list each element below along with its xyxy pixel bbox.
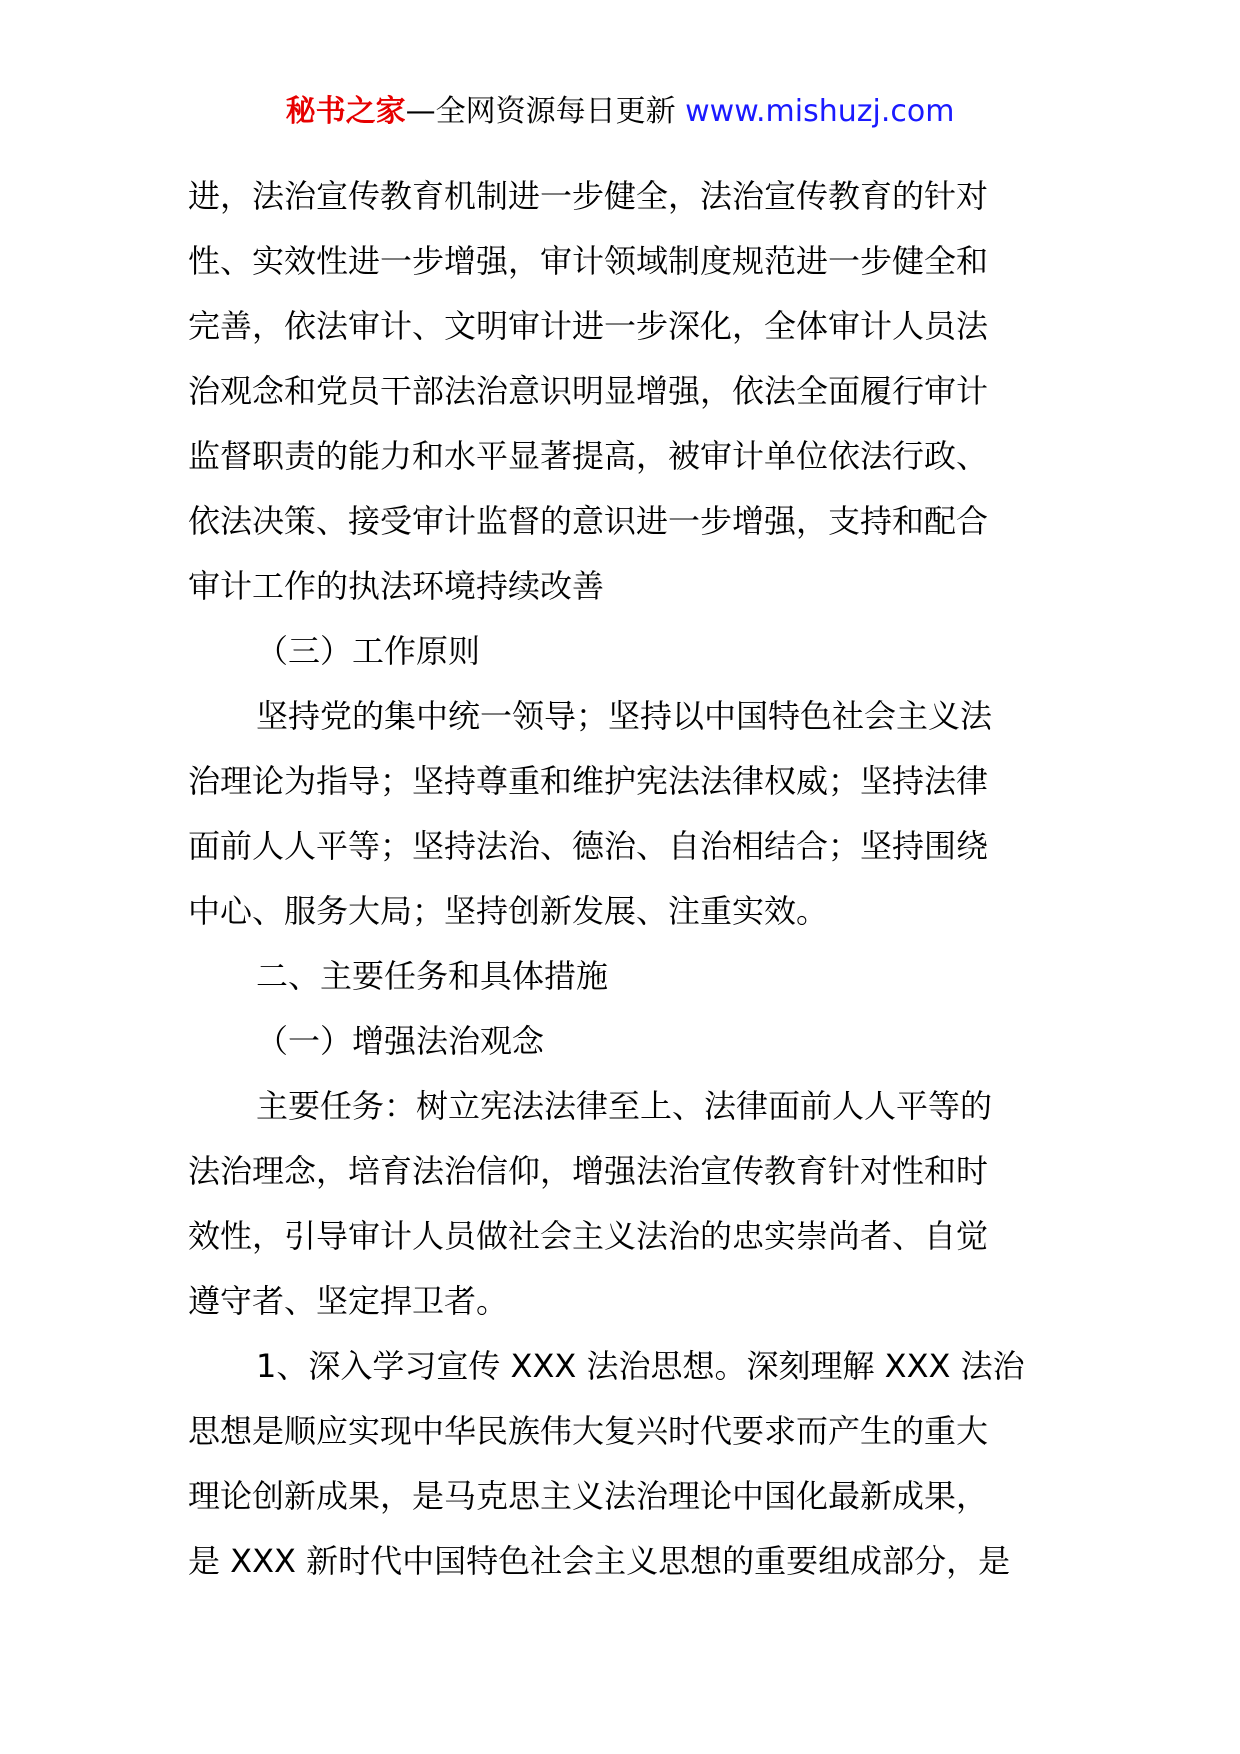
brand-name: 秘书之家 <box>285 94 406 129</box>
body-line: 思想是顺应实现中华民族伟大复兴时代要求而产生的重大 <box>188 1412 989 1450</box>
body-line: 性、实效性进一步增强，审计领域制度规范进一步健全和 <box>188 242 989 280</box>
paragraph-start-line: 主要任务：树立宪法法律至上、法律面前人人平等的 <box>256 1087 993 1125</box>
body-line: 进，法治宣传教育机制进一步健全，法治宣传教育的针对 <box>188 177 989 215</box>
section-heading-main-tasks: 二、主要任务和具体措施 <box>256 957 609 995</box>
header-tagline: —全网资源每日更新 <box>405 94 676 129</box>
body-line: 法治理念，培育法治信仰，增强法治宣传教育针对性和时 <box>188 1152 989 1190</box>
paragraph-start-line: 坚持党的集中统一领导；坚持以中国特色社会主义法 <box>256 697 993 735</box>
body-line: 完善，依法审计、文明审计进一步深化，全体审计人员法 <box>188 307 989 345</box>
body-line: 效性，引导审计人员做社会主义法治的忠实崇尚者、自觉 <box>188 1217 989 1255</box>
body-line: 是 XXX 新时代中国特色社会主义思想的重要组成部分，是 <box>188 1542 1011 1580</box>
subsection-heading-rule-of-law-concept: （一）增强法治观念 <box>256 1022 545 1060</box>
body-line: 依法决策、接受审计监督的意识进一步增强，支持和配合 <box>188 502 989 540</box>
body-line: 面前人人平等；坚持法治、德治、自治相结合；坚持围绕 <box>188 827 989 865</box>
body-line: 审计工作的执法环境持续改善 <box>188 567 605 605</box>
body-line: 遵守者、坚定捍卫者。 <box>188 1282 509 1320</box>
paragraph-start-line: 1、深入学习宣传 XXX 法治思想。深刻理解 XXX 法治 <box>256 1347 1025 1385</box>
body-line: 治理论为指导；坚持尊重和维护宪法法律权威；坚持法律 <box>188 762 989 800</box>
body-line: 治观念和党员干部法治意识明显增强，依法全面履行审计 <box>188 372 989 410</box>
page-header <box>0 92 1240 132</box>
body-line: 监督职责的能力和水平显著提高，被审计单位依法行政、 <box>188 437 989 475</box>
body-line: 理论创新成果，是马克思主义法治理论中国化最新成果， <box>188 1477 989 1515</box>
section-heading-work-principles: （三）工作原则 <box>256 632 481 670</box>
document-body <box>188 164 1058 1594</box>
body-line: 中心、服务大局；坚持创新发展、注重实效。 <box>188 892 829 930</box>
site-url-link[interactable]: www.mishuzj.com <box>685 94 955 129</box>
